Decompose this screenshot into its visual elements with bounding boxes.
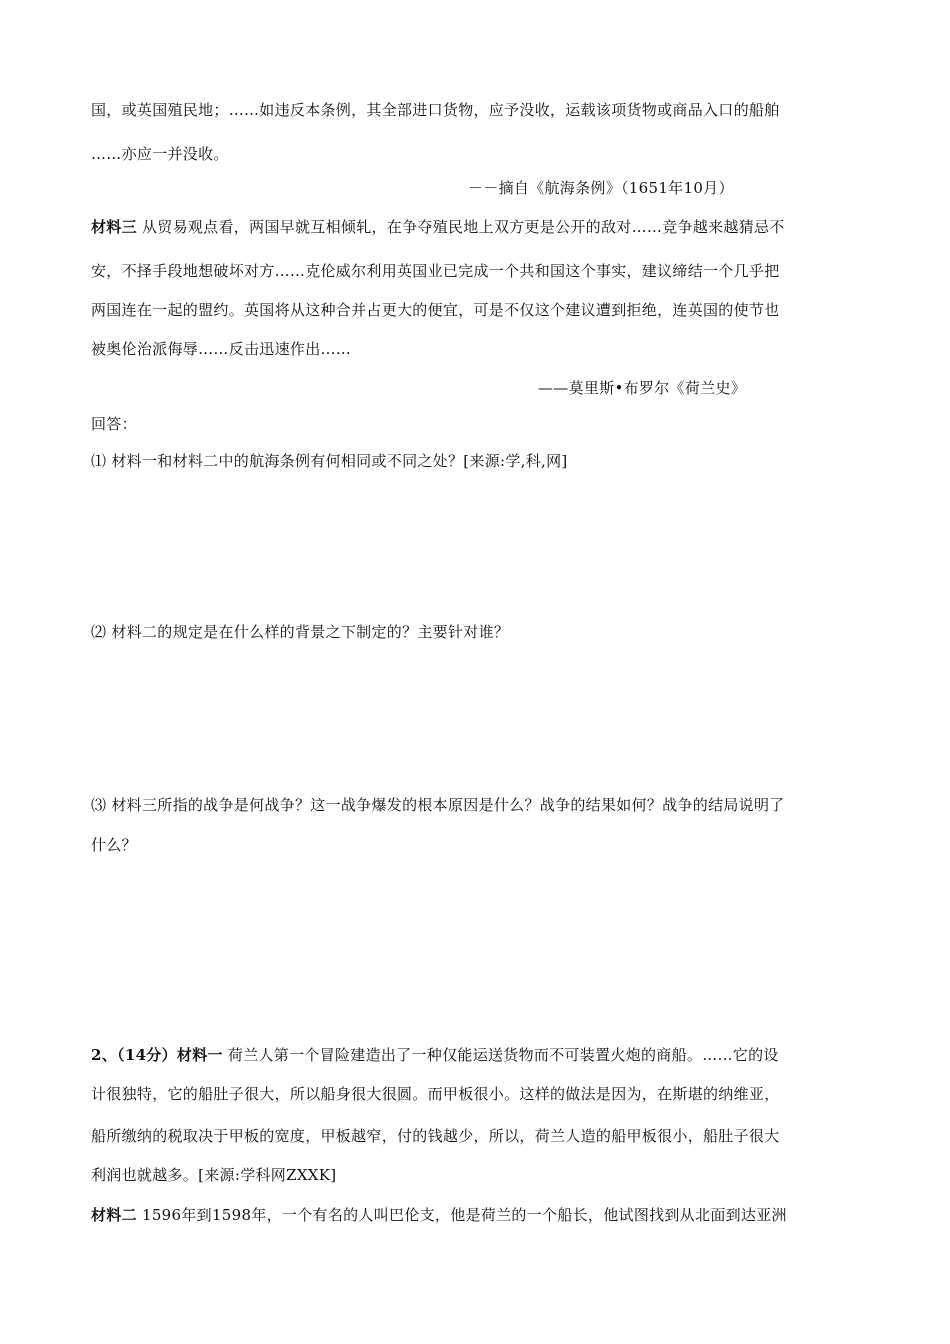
answer-heading: 回答： xyxy=(91,415,137,433)
material-two-line xyxy=(91,1205,787,1225)
question-3-continued: 什么？ xyxy=(91,836,137,854)
paragraph-text: 1596年到1598年，一个有名的人叫巴伦支，他是荷兰的一个船长，他试图找到从北面到达亚洲 xyxy=(141,1206,787,1224)
material-three-line xyxy=(91,217,785,237)
paragraph-text: 荷兰人第一个冒险建造出了一种仅能运送货物而不可装置火炮的商船。……它的设 xyxy=(227,1046,779,1064)
source-citation: ——莫里斯•布罗尔《荷兰史》 xyxy=(538,379,747,397)
paragraph-line: ……亦应一并没收。 xyxy=(91,145,229,163)
paragraph-line: 利润也就越多。[来源:学科网ZXXK] xyxy=(91,1166,337,1184)
paragraph-line: 计很独特，它的船肚子很大，所以船身很大很圆。而甲板很小。这样的做法是因为，在斯堪的纳维亚， xyxy=(91,1085,780,1103)
paragraph-line: 安，不择手段地想破坏对方……克伦威尔利用英国业已完成一个共和国这个事实，建议缔结一个几乎把 xyxy=(91,262,780,280)
question-number-label: 2、（14分）材料一 xyxy=(91,1046,223,1064)
paragraph-text: 从贸易观点看，两国早就互相倾轧，在争夺殖民地上双方更是公开的敌对……竞争越来越猜忌不 xyxy=(141,218,785,236)
material-label: 材料三 xyxy=(91,218,137,236)
paragraph-line: 两国连在一起的盟约。英国将从这种合并占更大的便宜，可是不仅这个建议遭到拒绝，连英国的使节也 xyxy=(91,301,780,319)
question-1: ⑴ 材料一和材料二中的航海条例有何相同或不同之处？[来源:学,科,网] xyxy=(91,452,568,470)
question-2-material-one-line xyxy=(91,1045,779,1065)
paragraph-line: 被奥伦治派侮辱……反击迅速作出…… xyxy=(91,340,352,358)
source-citation: －－摘自《航海条例》（1651年10月） xyxy=(468,179,734,197)
question-2: ⑵ 材料二的规定是在什么样的背景之下制定的？主要针对谁？ xyxy=(91,623,510,641)
paragraph-line: 国，或英国殖民地；……如违反本条例，其全部进口货物，应予没收，运载该项货物或商品入口的船舶 xyxy=(91,101,780,119)
question-3: ⑶ 材料三所指的战争是何战争？这一战争爆发的根本原因是什么？战争的结果如何？战争的结局说明了 xyxy=(91,796,785,814)
paragraph-line: 船所缴纳的税取决于甲板的宽度，甲板越窄，付的钱越少，所以，荷兰人造的船甲板很小，船肚子很大 xyxy=(91,1127,780,1145)
material-label: 材料二 xyxy=(91,1206,137,1224)
